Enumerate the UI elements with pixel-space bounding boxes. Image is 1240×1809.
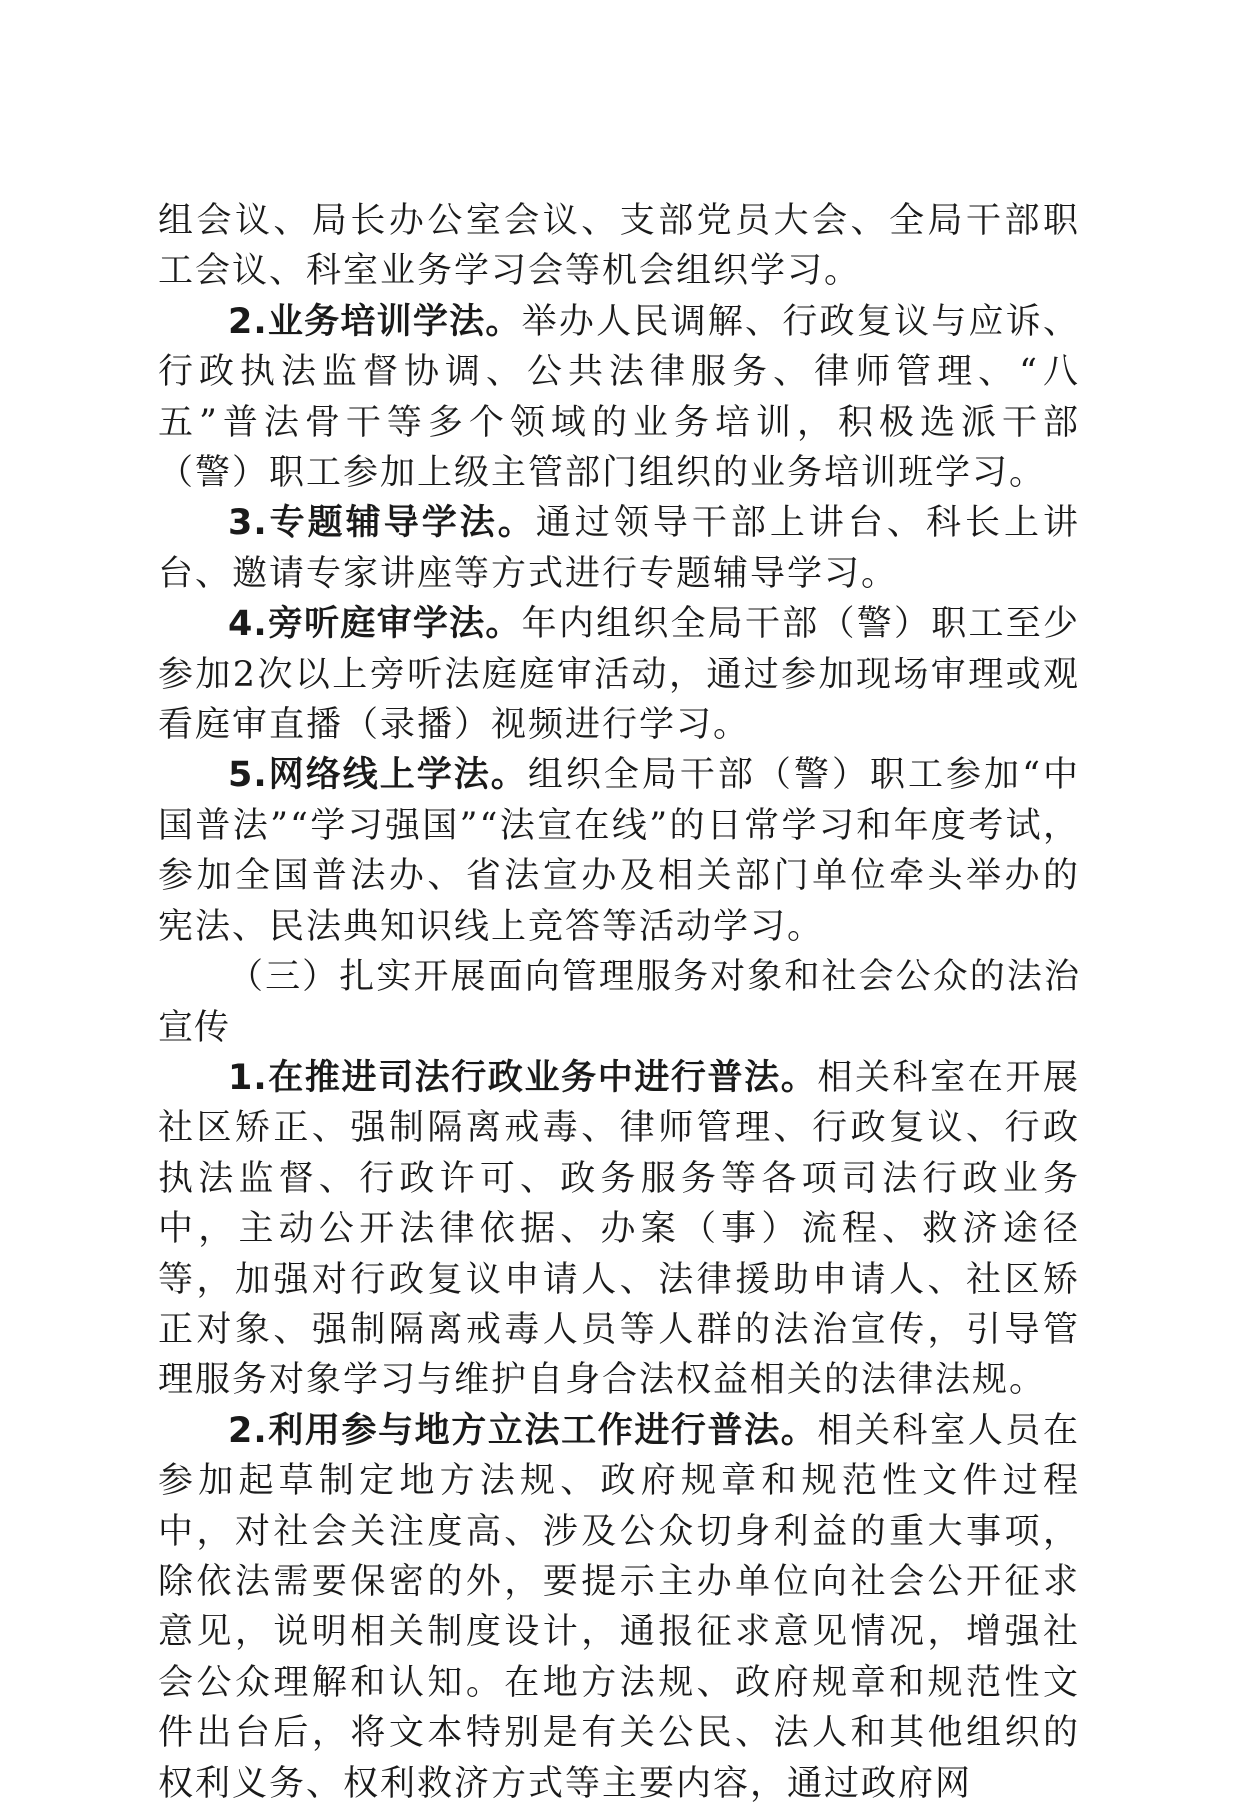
paragraph-lead: 5.网络线上学法。 bbox=[228, 755, 528, 796]
paragraph-text: 通过领导干部上讲台、科长上讲台、邀请专家讲座等方式进行专题辅导学习。 bbox=[158, 503, 1080, 594]
paragraph-text: 组织全局干部（警）职工参加“中国普法”“学习强国”“法宣在线”的日常学习和年度考试，参加全国普法办、省法宣办及相关部门单位牵头举办的宪法、民法典知识线上竞答等活动学习。 bbox=[158, 755, 1080, 947]
paragraph-text: 举办人民调解、行政复议与应诉、行政执法监督协调、公共法律服务、律师管理、“八五”普法骨干等多个领域的业务培训，积极选派干部（警）职工参加上级主管部门组织的业务培训班学习。 bbox=[158, 301, 1080, 494]
paragraph-special-tutoring bbox=[158, 498, 1080, 599]
section-heading: （三）扎实开展面向管理服务对象和社会公众的法治宣传 bbox=[158, 957, 1080, 1048]
paragraph-online-learning bbox=[158, 750, 1080, 952]
paragraph-lead: 4.旁听庭审学法。 bbox=[228, 604, 522, 645]
paragraph-continuation bbox=[158, 196, 1080, 297]
paragraph-local-legislation bbox=[158, 1406, 1080, 1809]
paragraph-text: 组会议、局长办公室会议、支部党员大会、全局干部职工会议、科室业务学习会等机会组织学习。 bbox=[158, 201, 1080, 292]
paragraph-lead: 2.业务培训学法。 bbox=[228, 301, 522, 342]
paragraph-judicial-business bbox=[158, 1053, 1080, 1406]
paragraph-text: 相关科室人员在参加起草制定地方法规、政府规章和规范性文件过程中，对社会关注度高、涉及公众切身利益的重大事项，除依法需要保密的外，要提示主办单位向社会公开征求意见，说明相关制度设计，通报征求意见情况，增强社会公众理解和认知。在地方法规、政府规章和规范性文件出台后，将文本特别是有关公民、法人和其他组织的权利义务、权利救济方式等主要内容，通过政府网 bbox=[158, 1410, 1080, 1804]
paragraph-text: 相关科室在开展社区矫正、强制隔离戒毒、律师管理、行政复议、行政执法监督、行政许可、政务服务等各项司法行政业务中，主动公开法律依据、办案（事）流程、救济途径等，加强对行政复议申请人、法律援助申请人、社区矫正对象、强制隔离戒毒人员等人群的法治宣传，引导管理服务对象学习与维护自身合法权益相关的法律法规。 bbox=[158, 1057, 1080, 1401]
paragraph-lead: 1.在推进司法行政业务中进行普法。 bbox=[228, 1057, 818, 1098]
paragraph-business-training bbox=[158, 297, 1080, 499]
paragraph-text: 年内组织全局干部（警）职工至少参加2次以上旁听法庭庭审活动，通过参加现场审理或观看庭审直播（录播）视频进行学习。 bbox=[158, 604, 1080, 746]
paragraph-lead: 2.利用参与地方立法工作进行普法。 bbox=[228, 1410, 818, 1451]
paragraph-court-observation bbox=[158, 599, 1080, 750]
document-body bbox=[158, 196, 1080, 1809]
paragraph-lead: 3.专题辅导学法。 bbox=[228, 503, 536, 544]
